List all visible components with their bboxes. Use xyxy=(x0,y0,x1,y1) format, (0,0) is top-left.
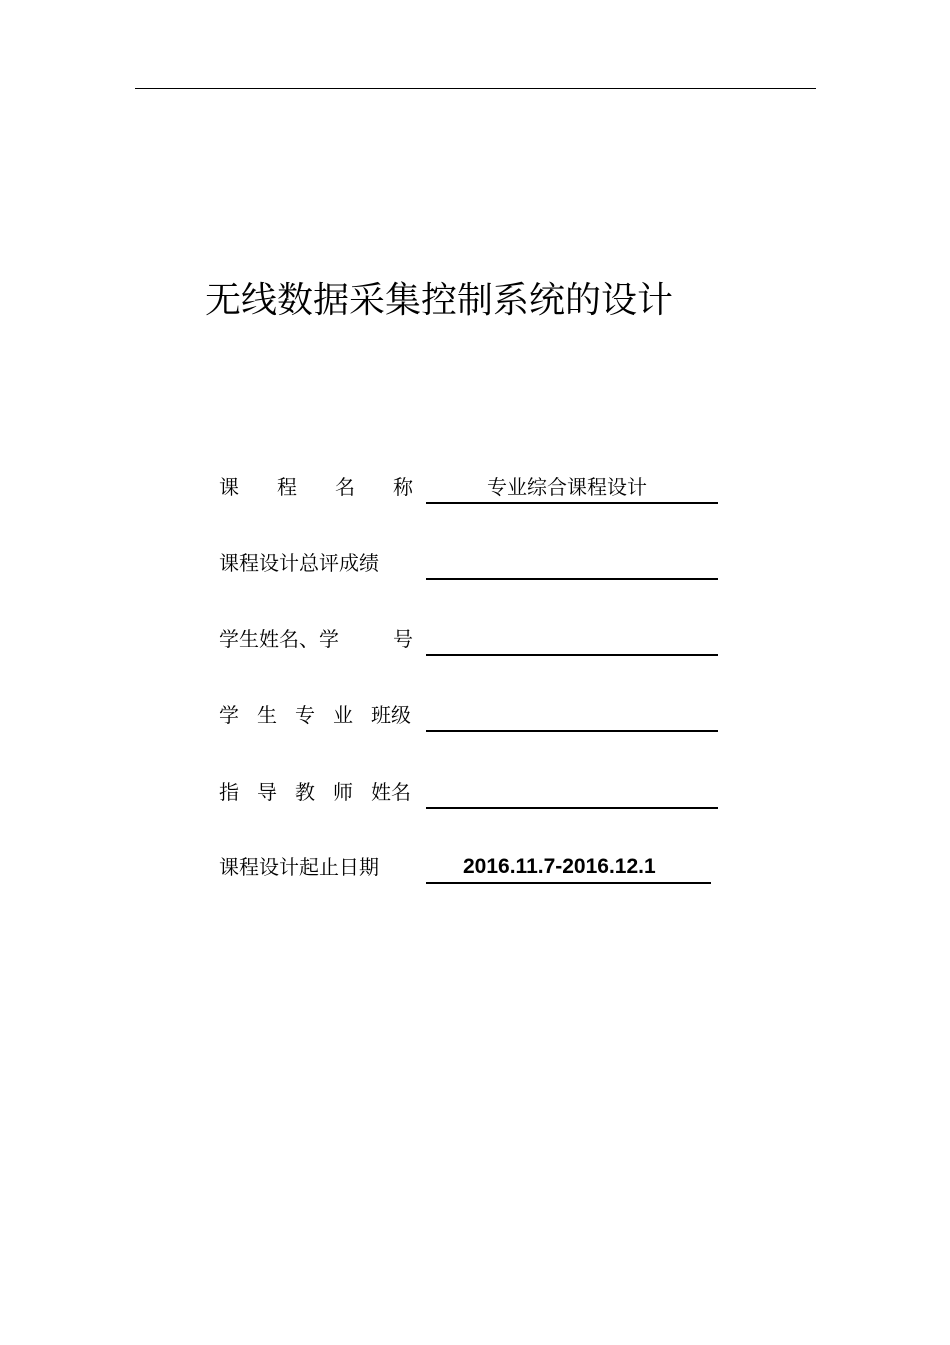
overall-grade-field[interactable] xyxy=(426,548,718,580)
course-name-field[interactable] xyxy=(426,472,718,504)
student-name-id-field[interactable] xyxy=(426,624,718,656)
student-major-class-label-part2: 班级 xyxy=(371,703,411,727)
course-dates-label: 课程设计起止日期 xyxy=(219,855,379,879)
advisor-name-field[interactable] xyxy=(426,777,718,809)
course-name-value: 专业综合课程设计 xyxy=(487,475,647,499)
course-name-label: 课程名称 xyxy=(219,475,451,499)
overall-grade-label: 课程设计总评成绩 xyxy=(219,551,379,575)
form-row-student-name-id xyxy=(219,624,719,654)
form-row-overall-grade xyxy=(219,548,719,578)
document-title: 无线数据采集控制系统的设计 xyxy=(205,280,674,321)
student-name-id-label-part2: 号 xyxy=(393,627,413,651)
course-dates-field[interactable] xyxy=(426,852,711,884)
student-name-id-label-part1: 学生姓名、学 xyxy=(219,627,339,651)
header-rule xyxy=(135,88,816,89)
student-major-class-field[interactable] xyxy=(426,700,718,732)
form-row-course-dates xyxy=(219,852,719,882)
advisor-name-label xyxy=(219,777,411,807)
advisor-name-label-part2: 姓名 xyxy=(371,780,411,804)
student-major-class-label xyxy=(219,700,411,730)
student-name-id-label xyxy=(219,624,413,654)
form-row-advisor-name xyxy=(219,777,719,807)
form-row-student-major-class xyxy=(219,700,719,730)
form-row-course-name xyxy=(219,472,719,502)
course-dates-value: 2016.11.7-2016.12.1 xyxy=(463,855,656,878)
advisor-name-label-part1: 指导教师 xyxy=(219,780,371,804)
student-major-class-label-part1: 学生专业 xyxy=(219,703,371,727)
